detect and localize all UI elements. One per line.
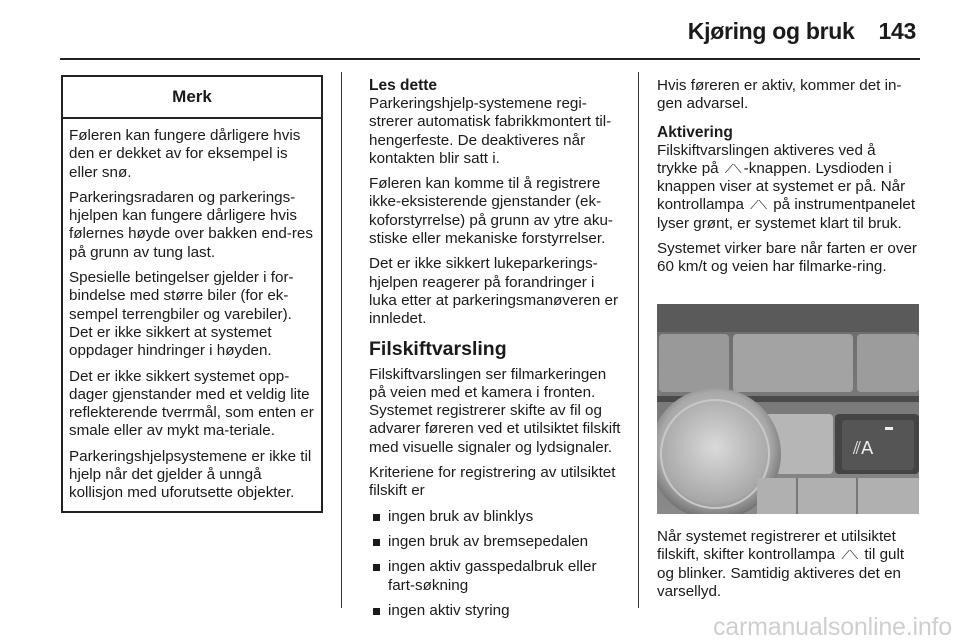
right-paragraph: Hvis føreren er aktiv, kommer det in-gen advarsel. [657,77,902,113]
les-dette-paragraph: Føleren kan komme til å registrere ikke-eksisterende gjenstander (ek-koforstyrrelse) på grunn av ytre aku-stiske eller mekaniske forstyrrelser. [369,175,613,248]
note-paragraph: Føleren kan fungere dårligere hvis den er dekket av for eksempel is eller snø. [69,127,301,181]
note-paragraph: Parkeringshjelpsystemene er ikke til hjelp når det gjelder å unngå kollisjon med uforutsette objekter. [69,447,312,502]
aktivering-heading: Aktivering [657,123,733,141]
svg-text:⫽A: ⫽A [853,438,874,459]
section-paragraph: Kriteriene for registrering av utilsiktet filskift er [369,464,616,500]
les-dette-paragraph: Parkeringshjelp-systemene regi-strerer automatisk fabrikkmontert til-hengerfeste. De deaktiveres når kontakten blir satt i. [369,95,612,167]
lane-departure-icon: ⟋⟍ [841,548,859,563]
button-photo [657,304,919,514]
criteria-list [369,508,625,620]
list-item: ingen aktiv gasspedalbruk eller fart-søkning [369,558,625,595]
column-divider-right [638,72,639,608]
page-number: 143 [878,18,916,44]
les-dette-paragraph: Det er ikke sikkert lukeparkerings-hjelpen reagerer på forandringer i luka etter at parkeringsmanøveren er innledet. [369,255,619,328]
page-header [688,18,916,45]
list-item: ingen aktiv styring [369,602,625,620]
aktivering-paragraph: Systemet virker bare når farten er over 60 km/t og veien har filmarke-ring. [657,240,917,276]
aktivering-paragraph: Filskiftvarslingen aktiveres ved å trykke på ⟋⟍ -knappen. Lysdioden i knappen viser at systemet er på. Når kontrollampa ⟋⟍ på instrumentpanelet lyser grønt, er systemet klart til bruk. [657,141,916,232]
lane-departure-icon: ⟋⟍ [724,161,742,176]
les-dette-heading: Les dette [369,77,438,94]
note-body [63,119,321,503]
right-column [657,77,920,284]
note-paragraph: Parkeringsradaren og parkerings-hjelpen kan fungere dårligere hvis følernes høyde over bakken end-res på grunn av tung last. [69,188,313,261]
list-item: ingen bruk av bremsepedalen [369,533,625,551]
section-paragraph: Filskiftvarslingen ser filmarkeringen på veien med et kamera i fronten. Systemet registrerer skifte av fil og advarer føreren ved et utilsiktet filskift med visuelle signaler og lydsignaler. [369,365,621,456]
list-item: ingen bruk av blinklys [369,508,625,526]
watermark: carmanualsonline.info [712,613,952,641]
page-title: Kjøring og bruk [687,18,855,44]
note-paragraph: Det er ikke sikkert systemet opp-dager gjenstander med et veldig lite reflekterende tverrmål, som enten er smale eller av mykt ma-teriale. [69,367,314,440]
header-rule [60,58,920,60]
middle-column [369,77,625,627]
photo-caption: Når systemet registrerer et utilsiktet filskift, skifter kontrollampa ⟋⟍ til gult og blinker. Samtidig aktiveres det en varsellyd. [657,528,905,600]
section-heading: Filskiftvarsling [369,337,507,360]
note-paragraph: Spesielle betingelser gjelder i for-bindelse med større biler (for ek-sempel terrengbiler og varebiler). Det er ikke sikkert at systemet oppdager hindringer i høyden. [69,269,294,360]
column-divider-left [341,72,342,608]
note-heading: Merk [63,77,321,119]
lane-departure-icon: ⟋⟍ [750,198,767,213]
note-box [61,75,323,513]
